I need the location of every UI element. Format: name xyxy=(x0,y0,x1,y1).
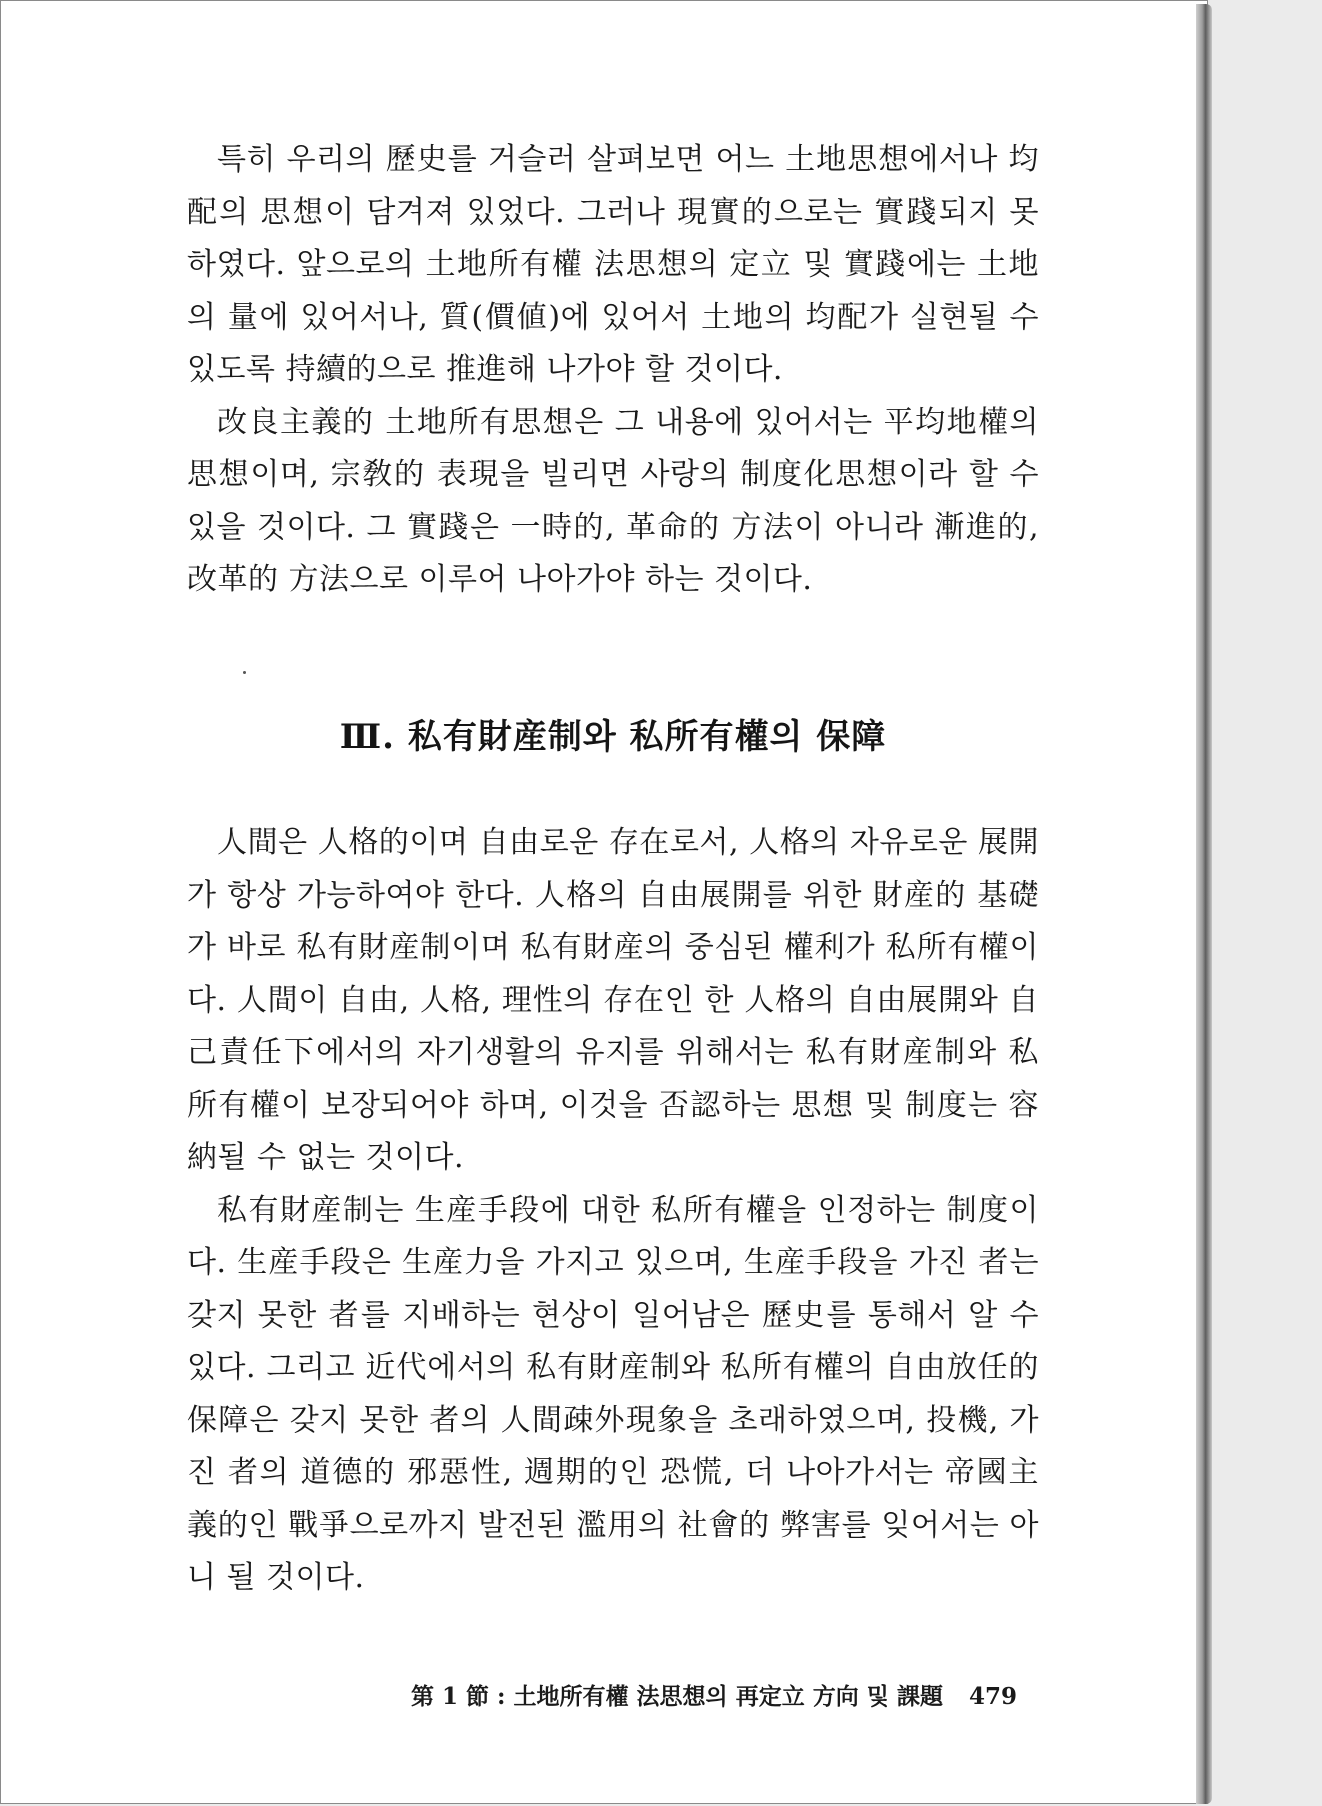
scan-speck xyxy=(243,671,246,674)
paragraph-land-equal-distribution: 특히 우리의 歷史를 거슬러 살펴보면 어느 土地思想에서나 均配의 思想이 담겨져 있었다. 그러나 現實的으로는 實踐되지 못하였다. 앞으로의 土地所有權 法思想의 定立 및 實踐에는 土地의 量에 있어서나, 質(價値)에 있어서 土地의 均配가 실현될 수 있도록 持續的으로 推進해 나가야 할 것이다. xyxy=(187,142,1039,387)
paragraph-means-of-production: 私有財産制는 生産手段에 대한 私所有權을 인정하는 制度이다. 生産手段은 生産力을 가지고 있으며, 生産手段을 가진 者는 갖지 못한 者를 지배하는 현상이 일어남은 歷史를 통해서 알 수 있다. 그리고 近代에서의 私有財産制와 私所有權의 自由放任的 保障은 갖지 못한 者의 人間疎外現象을 초래하였으며, 投機, 가진 者의 道德的 邪惡性, 週期的인 恐慌, 더 나아가서는 帝國主義的인 戰爭으로까지 발전된 濫用의 社會的 弊害를 잊어서는 아니 될 것이다. xyxy=(187,1192,1039,1595)
section-heading: Ⅲ. 私有財産制와 私所有權의 保障 xyxy=(339,717,887,757)
page-number: 479 xyxy=(968,1683,1017,1710)
paragraph-reformist-land-thought: 改良主義的 土地所有思想은 그 내용에 있어서는 平均地權의 思想이며, 宗敎的 表現을 빌리면 사랑의 制度化思想이라 할 수 있을 것이다. 그 實踐은 一時的, 革命的 方法이 아니라 漸進的, 改革的 方法으로 이루어 나아가야 하는 것이다. xyxy=(187,404,1039,597)
running-title: 第 1 節 : 土地所有權 法思想의 再定立 方向 및 課題 xyxy=(410,1683,943,1710)
body-text-bottom xyxy=(187,817,1039,1605)
page-footer xyxy=(187,1678,1017,1711)
page-curl-edge xyxy=(1196,4,1212,1804)
paragraph-private-property-basis: 人間은 人格的이며 自由로운 存在로서, 人格의 자유로운 展開가 항상 가능하여야 한다. 人格의 自由展開를 위한 財産的 基礎가 바로 私有財産制이며 私有財産의 중심된 權利가 私所有權이다. 人間이 自由, 人格, 理性의 存在인 한 人格의 自由展開와 自己責任下에서의 자기생활의 유지를 위해서는 私有財産制와 私所有權이 보장되어야 하며, 이것을 否認하는 思想 및 制度는 容納될 수 없는 것이다. xyxy=(187,825,1039,1175)
body-text-top xyxy=(187,134,1039,607)
